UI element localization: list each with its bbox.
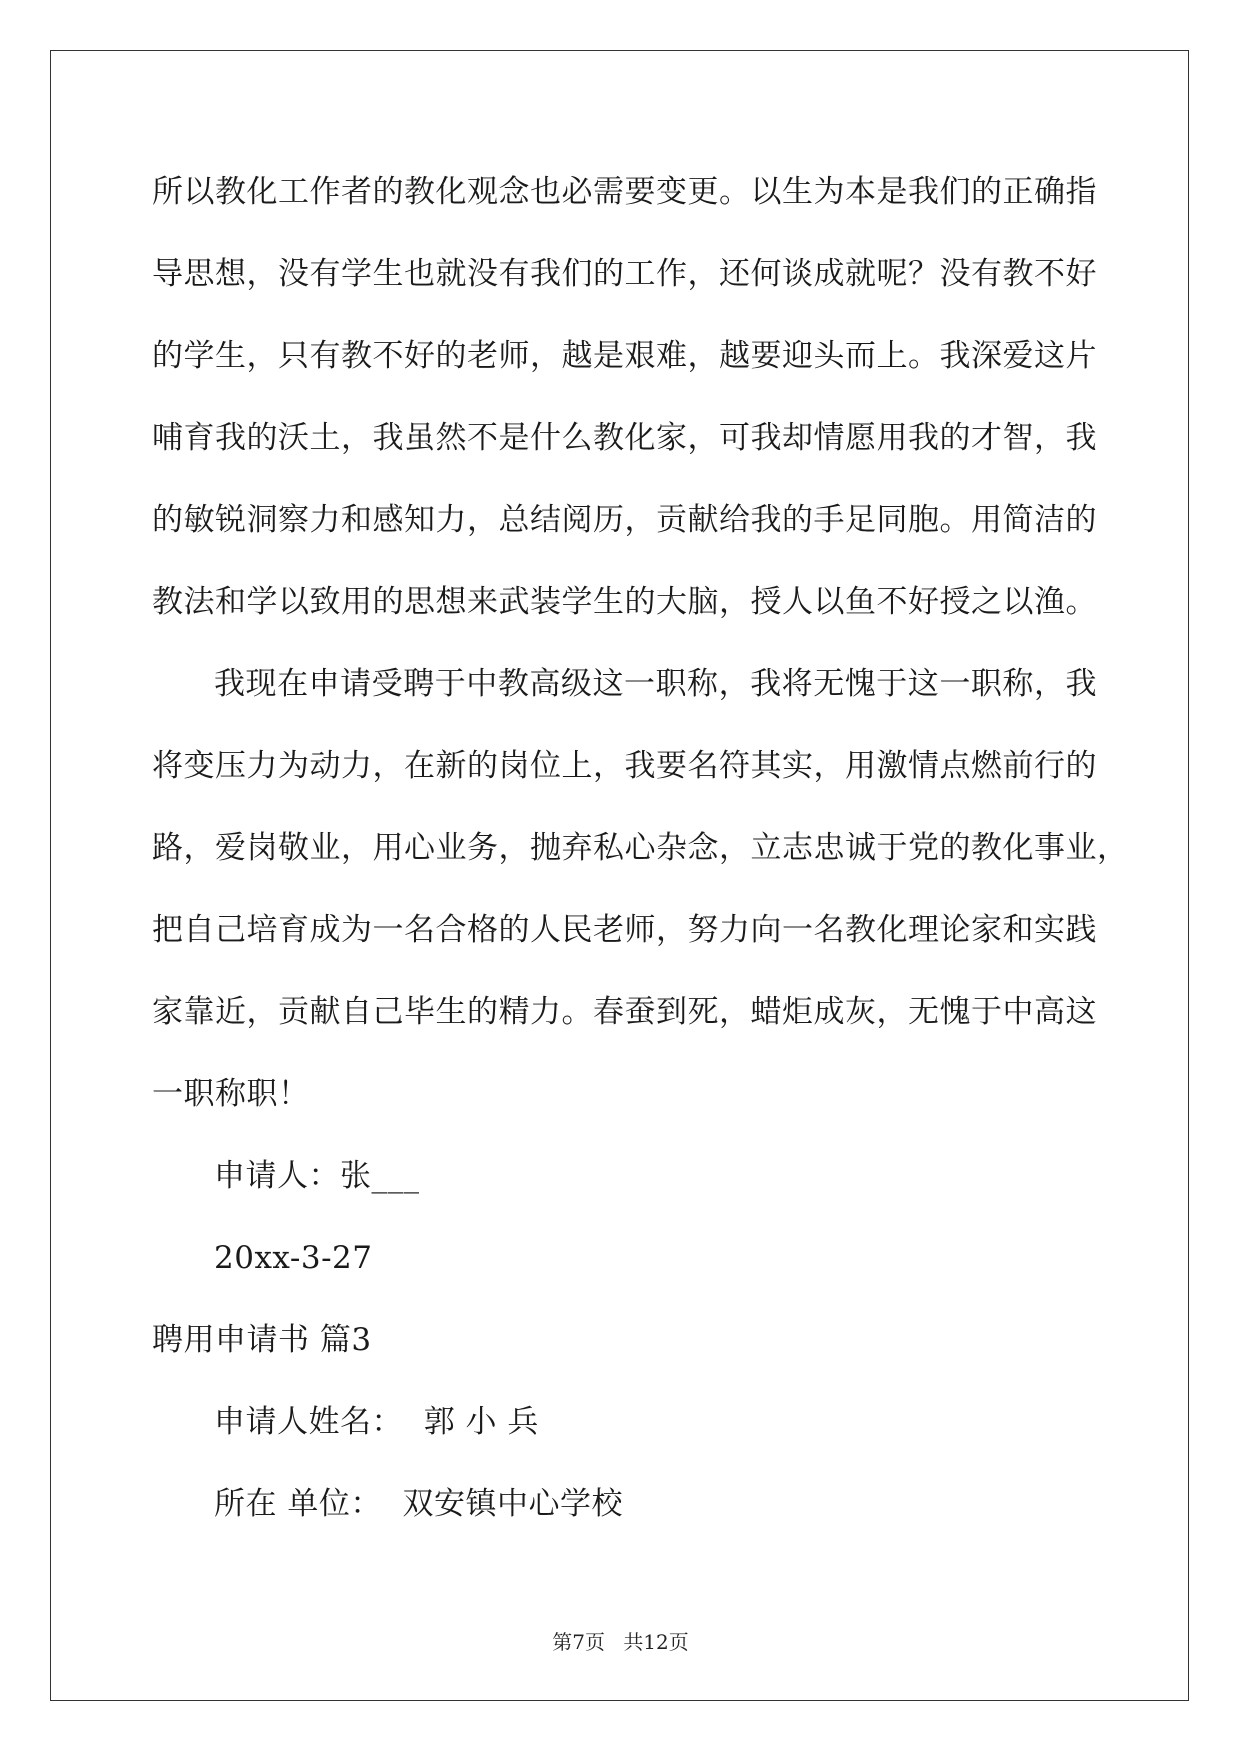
paragraph-line: 我现在申请受聘于中教高级这一职称，我将无愧于这一职称，我 xyxy=(214,666,1097,702)
paragraph-line: 的敏锐洞察力和感知力，总结阅历，贡献给我的手足同胞。用简洁的 xyxy=(152,502,1097,538)
applicant-signature: 申请人：张___ xyxy=(214,1158,420,1194)
page-footer xyxy=(0,1626,1241,1655)
document-body xyxy=(152,160,1129,1554)
paragraph-line: 把自己培育成为一名合格的人民老师，努力向一名教化理论家和实践 xyxy=(152,912,1097,948)
page-number: 第7页 xyxy=(552,1630,605,1654)
page-total: 共12页 xyxy=(623,1630,689,1654)
paragraph-line: 家靠近，贡献自己毕生的精力。春蚕到死，蜡炬成灰，无愧于中高这 xyxy=(152,994,1097,1030)
paragraph-line: 将变压力为动力，在新的岗位上，我要名符其实，用激情点燃前行的 xyxy=(152,748,1097,784)
paragraph-line: 所以教化工作者的教化观念也必需要变更。以生为本是我们的正确指 xyxy=(152,174,1097,210)
work-unit-line: 所在 单位： 双安镇中心学校 xyxy=(214,1486,624,1522)
applicant-name-line: 申请人姓名： 郭 小 兵 xyxy=(214,1404,539,1440)
paragraph-line: 教法和学以致用的思想来武装学生的大脑，授人以鱼不好授之以渔。 xyxy=(152,584,1097,620)
paragraph-line: 导思想，没有学生也就没有我们的工作，还何谈成就呢？没有教不好 xyxy=(152,256,1097,292)
paragraph-line: 哺育我的沃土，我虽然不是什么教化家，可我却情愿用我的才智，我 xyxy=(152,420,1097,456)
paragraph-line: 路，爱岗敬业，用心业务，抛弃私心杂念，立志忠诚于党的教化事业， xyxy=(152,830,1129,866)
signature-date: 20xx-3-27 xyxy=(214,1240,373,1276)
section-heading: 聘用申请书 篇3 xyxy=(152,1322,372,1358)
paragraph-line: 的学生，只有教不好的老师，越是艰难，越要迎头而上。我深爱这片 xyxy=(152,338,1097,374)
paragraph-line: 一职称职！ xyxy=(152,1076,310,1112)
